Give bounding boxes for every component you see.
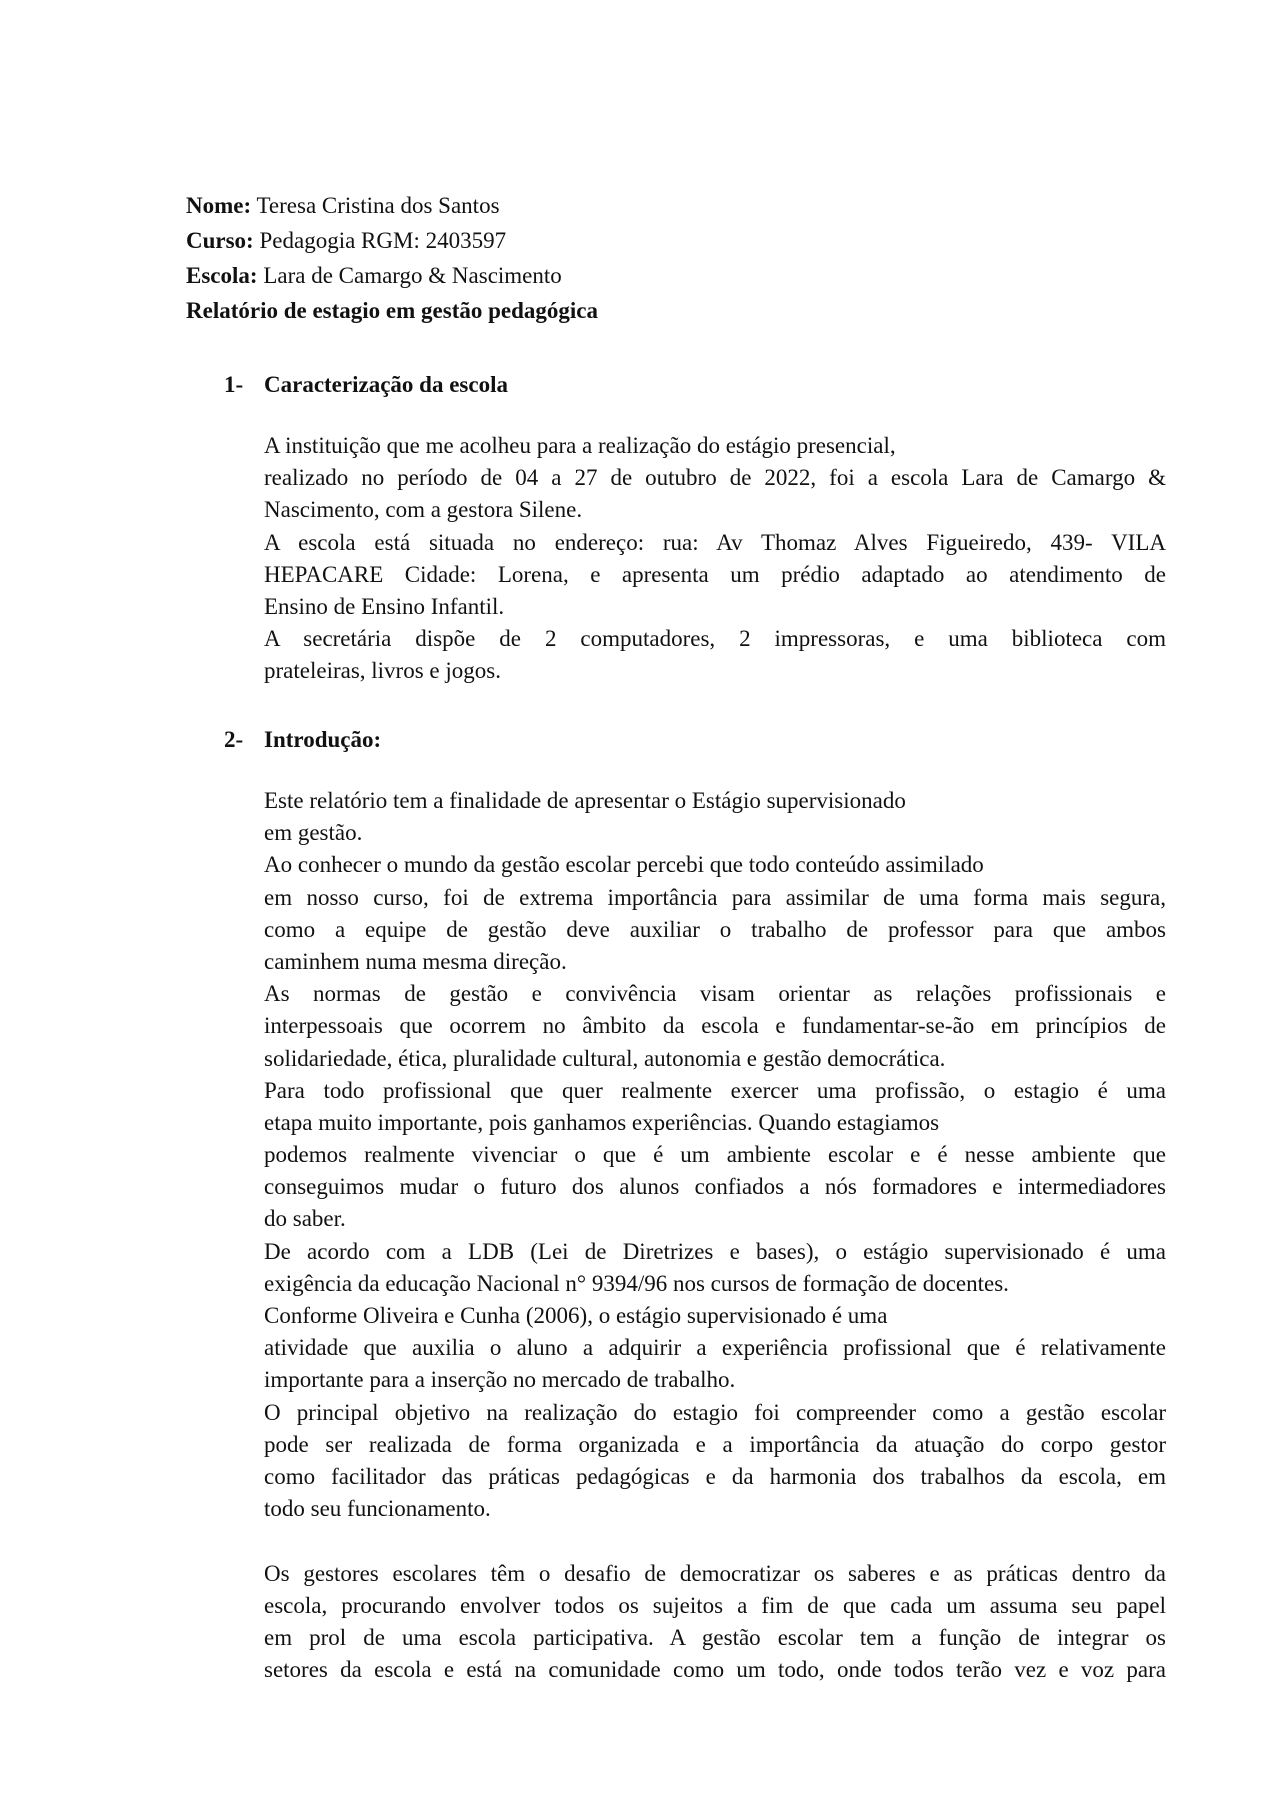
report-title: Relatório de estagio em gestão pedagógica: [186, 298, 599, 323]
paragraph-line: do saber.: [264, 1206, 346, 1232]
paragraph-line: todo seu funcionamento.: [264, 1496, 491, 1522]
paragraph-line: A instituição que me acolheu para a realização do estágio presencial,: [264, 433, 896, 458]
paragraph-line: De acordo com a LDB (Lei de Diretrizes e bases), o estágio supervisionado é uma: [264, 1238, 1166, 1264]
paragraph-line: Este relatório tem a finalidade de apresentar o Estágio supervisionado: [264, 788, 906, 813]
paragraph-line: A escola está situada no endereço: rua: Av Thomaz Alves Figueiredo, 439- VILA: [264, 529, 1166, 555]
name-value: Teresa Cristina dos Santos: [251, 193, 500, 218]
paragraph-line: [264, 1525, 1166, 1557]
school-value: Lara de Camargo & Nascimento: [257, 263, 562, 288]
paragraph-line: Os gestores escolares têm o desafio de democratizar os saberes e as práticas dentro da: [264, 1560, 1166, 1586]
school-label: Escola:: [186, 263, 258, 288]
paragraph-line: podemos realmente vivenciar o que é um ambiente escolar e é nesse ambiente que: [264, 1142, 1166, 1168]
paragraph-line: em prol de uma escola participativa. A gestão escolar tem a função de integrar os: [264, 1624, 1166, 1650]
paragraph-line: conseguimos mudar o futuro dos alunos confiados a nós formadores e intermediadores: [264, 1174, 1166, 1200]
paragraph-line: O principal objetivo na realização do estagio foi compreender como a gestão escolar: [264, 1399, 1166, 1425]
section-1-heading: [224, 367, 508, 402]
paragraph-line: A secretária dispõe de 2 computadores, 2 impressoras, e uma biblioteca com: [264, 626, 1166, 652]
course-row: [186, 223, 598, 258]
paragraph-line: como facilitador das práticas pedagógicas e da harmonia dos trabalhos da escola, em: [264, 1463, 1166, 1489]
paragraph-line: caminhem numa mesma direção.: [264, 948, 567, 974]
paragraph-line: em nosso curso, foi de extrema importância para assimilar de uma forma mais segura,: [264, 884, 1166, 910]
paragraph-line: Nascimento, com a gestora Silene.: [264, 497, 583, 523]
course-label: Curso:: [186, 228, 254, 253]
paragraph-line: interpessoais que ocorrem no âmbito da escola e fundamentar-se-ão em princípios de: [264, 1013, 1166, 1039]
paragraph-line: pode ser realizada de forma organizada e a importância da atuação do corpo gestor: [264, 1431, 1166, 1457]
paragraph-line: solidariedade, ética, pluralidade cultural, autonomia e gestão democrática.: [264, 1045, 946, 1071]
course-value: Pedagogia RGM: 2403597: [253, 228, 507, 253]
paragraph-line: importante para a inserção no mercado de trabalho.: [264, 1367, 736, 1393]
paragraph-line: As normas de gestão e convivência visam orientar as relações profissionais e: [264, 981, 1166, 1007]
name-label: Nome:: [186, 193, 252, 218]
section-2-number: 2-: [224, 727, 244, 752]
document-header: [186, 188, 598, 328]
paragraph-line: setores da escola e está na comunidade como um todo, onde todos terão vez e voz para: [264, 1657, 1166, 1683]
paragraph-line: Ao conhecer o mundo da gestão escolar percebi que todo conteúdo assimilado: [264, 852, 984, 878]
section-2-title: Introdução:: [264, 727, 382, 752]
school-row: [186, 258, 598, 293]
paragraph-line: escola, procurando envolver todos os sujeitos a fim de que cada um assuma seu papel: [264, 1592, 1166, 1618]
paragraph-line: Conforme Oliveira e Cunha (2006), o estágio supervisionado é uma: [264, 1303, 888, 1328]
section-2-body: [264, 785, 1166, 1686]
paragraph-line: prateleiras, livros e jogos.: [264, 658, 501, 684]
section-1-title: Caracterização da escola: [264, 372, 508, 397]
paragraph-line: etapa muito importante, pois ganhamos experiências. Quando estagiamos: [264, 1109, 940, 1135]
paragraph-line: HEPACARE Cidade: Lorena, e apresenta um prédio adaptado ao atendimento de: [264, 561, 1166, 587]
paragraph-line: como a equipe de gestão deve auxiliar o trabalho de professor para que ambos: [264, 916, 1166, 942]
section-1-number: 1-: [224, 372, 244, 397]
paragraph-line: Para todo profissional que quer realmente exercer uma profissão, o estagio é uma: [264, 1077, 1166, 1103]
section-1-body: [264, 430, 1166, 688]
name-row: [186, 188, 598, 223]
section-2-heading: [224, 722, 381, 757]
paragraph-line: realizado no período de 04 a 27 de outubro de 2022, foi a escola Lara de Camargo &: [264, 465, 1166, 491]
paragraph-line: em gestão.: [264, 820, 363, 846]
paragraph-line: atividade que auxilia o aluno a adquirir a experiência profissional que é relativamente: [264, 1335, 1166, 1361]
paragraph-line: Ensino de Ensino Infantil.: [264, 593, 505, 619]
paragraph-line: exigência da educação Nacional n° 9394/96 nos cursos de formação de docentes.: [264, 1270, 1009, 1296]
